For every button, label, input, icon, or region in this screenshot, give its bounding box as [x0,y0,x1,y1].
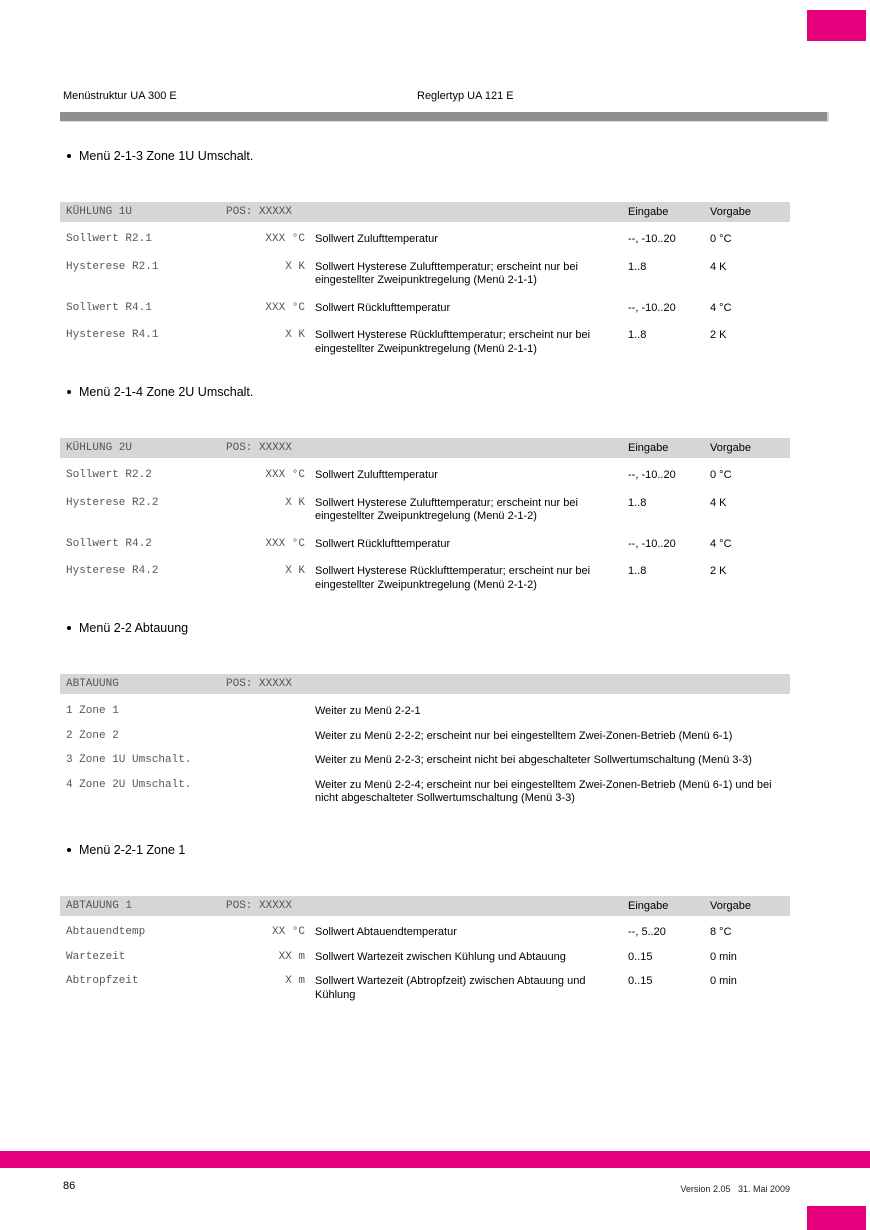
cell-vorgabe: 4 K [710,496,727,509]
cell-name: Hysterese R2.2 [66,496,159,509]
column-header-vorgabe: Vorgabe [710,442,751,454]
menu-table [60,674,790,806]
table-pos: POS: XXXXX [226,900,293,912]
cell-vorgabe: 0 min [710,975,737,987]
table-row [60,754,790,768]
table-row [60,951,790,965]
section-heading [60,843,790,858]
cell-description: Sollwert Hysterese Zulufttemperatur; erscheint nur bei eingestellter Zweipunktregelung (Menü 2-1-1) [315,260,578,286]
cell-name: Sollwert R4.2 [66,537,152,550]
table-title: ABTAUUNG 1 [66,900,133,912]
cell-eingabe: --, -10..20 [628,301,676,314]
header-center-title: Reglertyp UA 121 E [417,90,514,102]
section-index-tab-top [807,10,866,41]
section-heading-text: Menü 2-1-4 Zone 2U Umschalt. [79,385,254,399]
section-heading [60,385,790,400]
table-row [60,705,790,719]
cell-vorgabe: 0 °C [710,233,732,245]
table-row [60,926,790,940]
cell-vorgabe: 4 °C [710,537,732,550]
bullet-icon [67,154,71,158]
table-pos: POS: XXXXX [226,442,293,454]
cell-vorgabe: 2 K [710,565,727,577]
cell-description: Sollwert Zulufttemperatur [315,233,438,245]
cell-value: X K [285,260,305,273]
column-header-vorgabe: Vorgabe [710,900,751,912]
table-title: KÜHLUNG 2U [66,442,133,454]
cell-value: XXX °C [265,537,305,550]
section-heading-text: Menü 2-2-1 Zone 1 [79,843,186,857]
table-title: KÜHLUNG 1U [66,206,133,218]
menu-table [60,896,790,1002]
cell-value: XX m [278,950,305,963]
cell-name: Abtropfzeit [66,975,139,987]
bullet-icon [67,848,71,852]
column-header-eingabe: Eingabe [628,900,669,912]
section-heading-text: Menü 2-1-3 Zone 1U Umschalt. [79,149,254,163]
cell-name: Sollwert R4.1 [66,301,152,314]
section-menu-2-1-3 [60,149,790,356]
section-menu-2-1-4 [60,385,790,592]
menu-table [60,438,790,592]
bullet-icon [67,626,71,630]
cell-name: Hysterese R2.1 [66,260,159,273]
section-heading [60,149,790,164]
cell-description: Sollwert Hysterese Zulufttemperatur; erscheint nur bei eingestellter Zweipunktregelung (Menü 2-1-2) [315,496,578,522]
table-row [60,730,790,744]
table-header [60,896,790,916]
column-header-eingabe: Eingabe [628,206,669,218]
table-row [60,302,790,316]
cell-value: X K [285,496,305,509]
cell-vorgabe: 8 °C [710,926,732,938]
cell-value: XXX °C [265,233,305,245]
table-row [60,233,790,247]
cell-name: Hysterese R4.2 [66,565,159,577]
cell-eingabe: 1..8 [628,329,647,341]
cell-value: XXX °C [265,301,305,314]
cell-eingabe: 0..15 [628,950,653,963]
table-title: ABTAUUNG [66,678,119,690]
cell-eingabe: --, -10..20 [628,537,676,550]
cell-description: Sollwert Rücklufttemperatur [315,537,451,550]
cell-name: 3 Zone 1U Umschalt. [66,754,192,766]
cell-vorgabe: 2 K [710,329,727,341]
section-menu-2-2 [60,621,790,806]
table-row [60,779,790,806]
cell-description: Sollwert Wartezeit (Abtropfzeit) zwischen Abtauung und Kühlung [315,975,586,1001]
section-menu-2-2-1 [60,843,790,1002]
cell-description: Sollwert Rücklufttemperatur [315,301,451,314]
section-index-tab-bottom [807,1206,866,1230]
cell-vorgabe: 0 °C [710,469,732,481]
header-divider-bar [60,112,829,122]
table-pos: POS: XXXXX [226,206,293,218]
version-text: Version 2.05 31. Mai 2009 [680,1184,790,1194]
menu-table [60,202,790,356]
cell-name: Sollwert R2.2 [66,469,152,481]
cell-value: XXX °C [265,469,305,481]
table-header [60,438,790,458]
cell-description: Weiter zu Menü 2-2-1 [315,705,421,717]
cell-description: Sollwert Hysterese Rücklufttemperatur; erscheint nur bei eingestellter Zweipunktregelung (Menü 2-1-2) [315,565,591,591]
cell-name: Wartezeit [66,950,126,963]
cell-eingabe: --, -10..20 [628,469,676,481]
table-row [60,329,790,356]
cell-vorgabe: 0 min [710,950,737,963]
cell-name: Hysterese R4.1 [66,329,159,341]
cell-name: 4 Zone 2U Umschalt. [66,778,192,791]
table-header [60,674,790,694]
cell-description: Weiter zu Menü 2-2-2; erscheint nur bei eingestelltem Zwei-Zonen-Betrieb (Menü 6-1) [315,729,733,742]
cell-value: X K [285,329,305,341]
table-row [60,565,790,592]
cell-name: Abtauendtemp [66,926,146,938]
page-number: 86 [63,1180,76,1192]
cell-name: 1 Zone 1 [66,705,119,717]
cell-description: Weiter zu Menü 2-2-3; erscheint nicht bei abgeschalteter Sollwertumschaltung (Menü 3-3) [315,754,752,766]
cell-description: Sollwert Wartezeit zwischen Kühlung und Abtauung [315,950,566,963]
header-left-title: Menüstruktur UA 300 E [63,90,177,102]
cell-eingabe: 1..8 [628,496,647,509]
cell-value: XX °C [271,926,305,938]
cell-description: Weiter zu Menü 2-2-4; erscheint nur bei eingestelltem Zwei-Zonen-Betrieb (Menü 6-1) und bei nicht abgeschalteter Sollwertumschaltung (Menü 3-3) [315,778,772,804]
cell-description: Sollwert Zulufttemperatur [315,469,438,481]
table-pos: POS: XXXXX [226,678,293,690]
section-heading [60,621,790,636]
table-row [60,469,790,483]
cell-value: X K [285,565,305,577]
table-row [60,538,790,552]
cell-name: 2 Zone 2 [66,729,119,742]
cell-eingabe: --, -10..20 [628,233,676,245]
cell-value: X m [285,975,305,987]
cell-description: Sollwert Hysterese Rücklufttemperatur; erscheint nur bei eingestellter Zweipunktregelung (Menü 2-1-1) [315,329,591,355]
cell-eingabe: 1..8 [628,565,647,577]
column-header-vorgabe: Vorgabe [710,206,751,218]
bullet-icon [67,390,71,394]
footer-accent-bar [0,1151,870,1168]
cell-name: Sollwert R2.1 [66,233,152,245]
cell-eingabe: 1..8 [628,260,647,273]
table-row [60,261,790,288]
section-heading-text: Menü 2-2 Abtauung [79,621,189,635]
cell-description: Sollwert Abtauendtemperatur [315,926,457,938]
table-row [60,975,790,1002]
cell-vorgabe: 4 K [710,260,727,273]
table-header [60,202,790,222]
cell-eingabe: 0..15 [628,975,653,987]
column-header-eingabe: Eingabe [628,442,669,454]
cell-eingabe: --, 5..20 [628,926,666,938]
cell-vorgabe: 4 °C [710,301,732,314]
table-row [60,497,790,524]
